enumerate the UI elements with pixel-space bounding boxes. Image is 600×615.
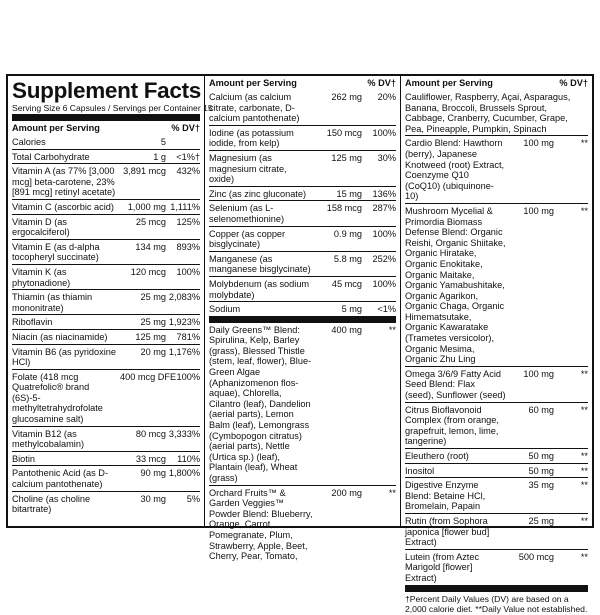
nutrient-name: Iodine (as potassium iodide, from kelp) xyxy=(209,127,294,149)
nutrient-dv: 252% xyxy=(372,253,396,264)
nutrient-row xyxy=(209,251,396,276)
column-header xyxy=(209,76,396,90)
nutrient-row xyxy=(12,149,200,164)
blend-continuation: Cauliflower, Raspberry, Açai, Asparagus, Banana, Broccoli, Brussels Sprout, Cabbage, Cranberry, Cucumber, Grape, Pea, Pineapple, Pumpkin, Spinach xyxy=(405,92,571,134)
nutrient-row xyxy=(405,135,588,203)
nutrient-dv: ** xyxy=(580,551,588,562)
nutrient-row xyxy=(12,329,200,344)
nutrient-dv: 110% xyxy=(177,453,200,464)
nutrient-name: Eleuthero (root) xyxy=(405,451,469,461)
nutrient-row xyxy=(209,316,396,485)
nutrient-row xyxy=(209,226,396,251)
nutrient-row xyxy=(12,264,200,289)
nutrient-dv: 100% xyxy=(372,228,396,239)
nutrient-amount: 30 mg xyxy=(140,493,166,504)
nutrient-dv: 1,800% xyxy=(168,468,200,479)
nutrient-row xyxy=(405,366,588,402)
nutrient-row xyxy=(209,150,396,186)
nutrient-dv: ** xyxy=(580,451,588,461)
nutrient-row xyxy=(12,135,200,149)
nutrient-name: Folate (418 mcg Quatrefolic® brand (6S)-5-methyltetrahydrofolate glucosamine salt) xyxy=(12,371,103,425)
nutrient-row xyxy=(209,125,396,150)
nutrient-name: Niacin (as niacinamide) xyxy=(12,331,108,342)
nutrient-dv: 1,176% xyxy=(168,346,200,357)
supplement-facts-panel xyxy=(6,74,594,615)
nutrient-row xyxy=(209,485,396,563)
amount-header: Amount per Serving xyxy=(12,123,100,133)
nutrient-amount: 100 mg xyxy=(523,138,554,149)
nutrient-amount: 5.8 mg xyxy=(333,253,362,264)
nutrient-row xyxy=(405,448,588,463)
nutrient-name: Rutin (from Sophora japonica [flower bud] Extract) xyxy=(405,515,490,548)
nutrient-name: Biotin xyxy=(12,453,35,464)
column-2 xyxy=(205,76,401,562)
nutrient-dv: ** xyxy=(580,404,588,415)
nutrient-dv: 136% xyxy=(372,188,396,199)
nutrient-amount: 25 mg xyxy=(140,317,166,328)
nutrient-amount: 100 mg xyxy=(523,368,554,379)
nutrient-row xyxy=(12,369,200,426)
nutrient-name: Citrus Bioflavonoid Complex (from orange, grapefruit, lemon, lime, tangerine) xyxy=(405,404,499,447)
nutrient-row xyxy=(12,465,200,490)
column-header xyxy=(12,114,200,135)
nutrient-amount: 15 mg xyxy=(336,188,362,199)
nutrient-name: Cardio Blend: Hawthorn (berry), Japanese Knotweed (root) Extract, Coenzyme Q10 (CoQ10) (ubiquinone-10) xyxy=(405,138,505,202)
nutrient-amount: 45 mcg xyxy=(331,278,362,289)
nutrient-row xyxy=(209,276,396,301)
nutrient-amount: 33 mcg xyxy=(135,453,166,464)
nutrient-name: Vitamin E (as d-alpha tocopheryl succinate) xyxy=(12,241,100,263)
nutrient-row xyxy=(12,163,200,199)
nutrient-amount: 5 xyxy=(160,137,166,147)
nutrient-dv: 20% xyxy=(377,92,396,102)
nutrient-row xyxy=(12,199,200,214)
nutrient-name: Pantothenic Acid (as D-calcium pantothenate) xyxy=(12,468,109,490)
nutrient-name: Calcium (as calcium citrate, carbonate, D-calcium pantothenate) xyxy=(209,92,300,124)
nutrient-name: Vitamin B6 (as pyridoxine HCl) xyxy=(12,346,117,368)
nutrient-row xyxy=(12,451,200,466)
nutrient-dv: 30% xyxy=(377,152,396,163)
nutrient-dv: ** xyxy=(388,487,396,498)
nutrient-amount: 100 mg xyxy=(523,205,554,216)
nutrient-dv: ** xyxy=(388,324,396,335)
nutrient-dv: <1%† xyxy=(176,151,200,162)
nutrient-name: Calories xyxy=(12,137,46,147)
nutrient-row xyxy=(12,289,200,314)
nutrient-dv: ** xyxy=(580,368,588,379)
nutrient-name: Lutein (from Aztec Marigold [flower] Extract) xyxy=(405,551,480,583)
nutrient-name: Vitamin K (as phytonadione) xyxy=(12,266,71,288)
nutrient-name: Thiamin (as thiamin mononitrate) xyxy=(12,292,93,313)
nutrient-row xyxy=(405,477,588,513)
nutrient-amount: 400 mcg DFE xyxy=(120,371,177,382)
nutrient-amount: 50 mg xyxy=(528,451,554,461)
nutrient-amount: 125 mg xyxy=(331,152,362,163)
nutrient-amount: 3,891 mcg xyxy=(123,166,166,177)
serving-info: Serving Size 6 Capsules / Servings per Container 15 xyxy=(12,103,213,113)
nutrient-name: Sodium xyxy=(209,304,241,315)
column-header xyxy=(405,76,588,90)
nutrient-name: Daily Greens™ Blend: Spirulina, Kelp, Barley (grass), Blessed Thistle (stem, leaf, flower), Blue-Green Algae (Aphanizomenon flos-aquae), Chlorella, Cilantro (leaf), Dandelion (aerial parts), Lemon Balm (leaf), Lemongrass (Cymbopogon citratus) (aerial parts), Nettle (Urtica sp.) (leaf), Plantain (leaf), Wheat (grass) xyxy=(209,324,312,483)
nutrient-dv: 3,333% xyxy=(168,428,200,439)
nutrient-dv: ** xyxy=(580,138,588,149)
dv-header: % DV† xyxy=(559,78,588,88)
nutrient-row xyxy=(12,344,200,369)
nutrient-dv: ** xyxy=(580,515,588,526)
nutrient-name: Manganese (as manganese bisglycinate) xyxy=(209,253,311,275)
nutrient-dv: 893% xyxy=(176,241,200,252)
nutrient-amount: 80 mcg xyxy=(135,428,166,439)
nutrient-dv: 125% xyxy=(176,216,200,227)
nutrient-name: Vitamin A (as 77% [3,000 mcg] beta-carotene, 23% [891 mcg] retinyl acetate) xyxy=(12,166,116,198)
column-1 xyxy=(8,76,213,526)
nutrient-amount: 25 mg xyxy=(140,292,166,303)
nutrient-amount: 150 mcg xyxy=(326,127,362,138)
nutrient-name: Digestive Enzyme Blend: Betaine HCl, Bromelain, Papain xyxy=(405,480,486,512)
amount-header: Amount per Serving xyxy=(209,78,297,88)
nutrient-row xyxy=(405,513,588,549)
nutrient-amount: 0.9 mg xyxy=(333,228,362,239)
nutrient-row xyxy=(209,200,396,225)
nutrient-amount: 400 mg xyxy=(331,324,362,335)
nutrient-amount: 1 g xyxy=(153,151,166,162)
nutrient-row xyxy=(209,90,396,125)
panel-title: Supplement Facts xyxy=(12,78,201,103)
nutrient-dv: 100% xyxy=(372,127,396,138)
nutrient-row xyxy=(209,186,396,201)
nutrient-amount: 158 mcg xyxy=(326,203,362,214)
nutrient-row xyxy=(12,239,200,264)
nutrient-amount: 50 mg xyxy=(528,465,554,476)
nutrient-dv: 781% xyxy=(176,331,200,342)
dv-header: % DV† xyxy=(171,123,200,133)
nutrient-amount: 60 mg xyxy=(528,404,554,415)
nutrient-dv: 1,111% xyxy=(170,201,200,212)
nutrient-dv: 100% xyxy=(176,266,200,277)
nutrient-name: Molybdenum (as sodium molybdate) xyxy=(209,278,310,300)
nutrient-dv xyxy=(166,137,200,148)
nutrient-row xyxy=(209,301,396,316)
nutrient-row xyxy=(405,203,588,366)
nutrient-amount: 262 mg xyxy=(331,92,362,102)
nutrient-amount: 134 mg xyxy=(135,241,166,252)
nutrient-dv: 2,083% xyxy=(168,292,200,303)
nutrient-name: Magnesium (as magnesium citrate, oxide) xyxy=(209,152,287,185)
nutrient-amount: 5 mg xyxy=(341,304,362,315)
nutrient-amount: 200 mg xyxy=(331,487,362,498)
nutrient-name: Riboflavin xyxy=(12,317,53,328)
nutrient-name: Mushroom Mycelial & Primordia Biomass Defense Blend: Organic Reishi, Organic Shiitake, Organic Hiratake, Organic Enokitake, Organic Maitake, Organic Yamabushitake, Organic Agarikon, Organic Chaga, Organic Himematsutake, Organic Kawaratake (Trametes versicolor), Organic Mesima, Organic Zhu Ling xyxy=(405,205,506,365)
nutrient-name: Orchard Fruits™ & Garden Veggies™ Powder Blend: Blueberry, Orange, Carrot, Pomegranate, Plum, Strawberry, Apple, Beet, Cherry, Pear, Tomato, xyxy=(209,487,313,562)
nutrient-amount: 35 mg xyxy=(528,480,554,491)
nutrient-amount: 20 mg xyxy=(140,346,166,357)
nutrient-name: Inositol xyxy=(405,465,435,476)
nutrient-name: Total Carbohydrate xyxy=(12,151,90,162)
nutrient-name: Vitamin C (ascorbic acid) xyxy=(12,201,114,212)
nutrient-list-3 xyxy=(405,135,588,584)
nutrient-amount: 500 mcg xyxy=(518,551,554,562)
nutrient-dv: ** xyxy=(580,480,588,491)
nutrient-row xyxy=(405,549,588,585)
nutrient-name: Vitamin D (as ergocalciferol) xyxy=(12,216,70,238)
nutrient-row xyxy=(12,214,200,239)
nutrient-dv: 100% xyxy=(372,278,396,289)
nutrient-dv: 1,923% xyxy=(168,317,200,328)
nutrient-list-1 xyxy=(12,135,200,516)
nutrient-amount: 125 mg xyxy=(135,331,166,342)
column-3 xyxy=(401,76,592,615)
nutrient-dv: 287% xyxy=(372,203,396,214)
nutrient-dv: ** xyxy=(580,205,588,216)
nutrient-name: Selenium (as L-selenomethionine) xyxy=(209,203,285,224)
nutrient-row xyxy=(12,314,200,329)
nutrient-row xyxy=(12,426,200,451)
nutrient-name: Choline (as choline bitartrate) xyxy=(12,493,91,515)
amount-header: Amount per Serving xyxy=(405,78,493,88)
nutrient-amount: 90 mg xyxy=(140,468,166,479)
dv-header: % DV† xyxy=(367,78,396,88)
nutrient-amount: 25 mcg xyxy=(135,216,166,227)
nutrient-name: Omega 3/6/9 Fatty Acid Seed Blend: Flax (seed), Sunflower (seed) xyxy=(405,368,506,401)
nutrient-row xyxy=(12,491,200,516)
nutrient-row xyxy=(405,402,588,448)
nutrient-list-2 xyxy=(209,90,396,563)
nutrient-dv: 100% xyxy=(176,371,200,382)
nutrient-dv: <1% xyxy=(377,304,396,315)
nutrient-name: Zinc (as zinc gluconate) xyxy=(209,188,307,199)
nutrient-row xyxy=(405,463,588,478)
nutrient-amount: 120 mcg xyxy=(130,266,166,277)
nutrient-amount: 25 mg xyxy=(528,515,554,526)
nutrient-dv: ** xyxy=(580,465,588,476)
nutrient-dv: 432% xyxy=(176,166,200,177)
nutrient-amount: 1,000 mg xyxy=(127,201,166,212)
footnote: †Percent Daily Values (DV) are based on a 2,000 calorie diet. **Daily Value not established. xyxy=(405,585,588,615)
nutrient-name: Copper (as copper bisglycinate) xyxy=(209,228,286,250)
nutrient-dv: 5% xyxy=(186,493,200,504)
nutrient-name: Vitamin B12 (as methylcobalamin) xyxy=(12,428,84,450)
